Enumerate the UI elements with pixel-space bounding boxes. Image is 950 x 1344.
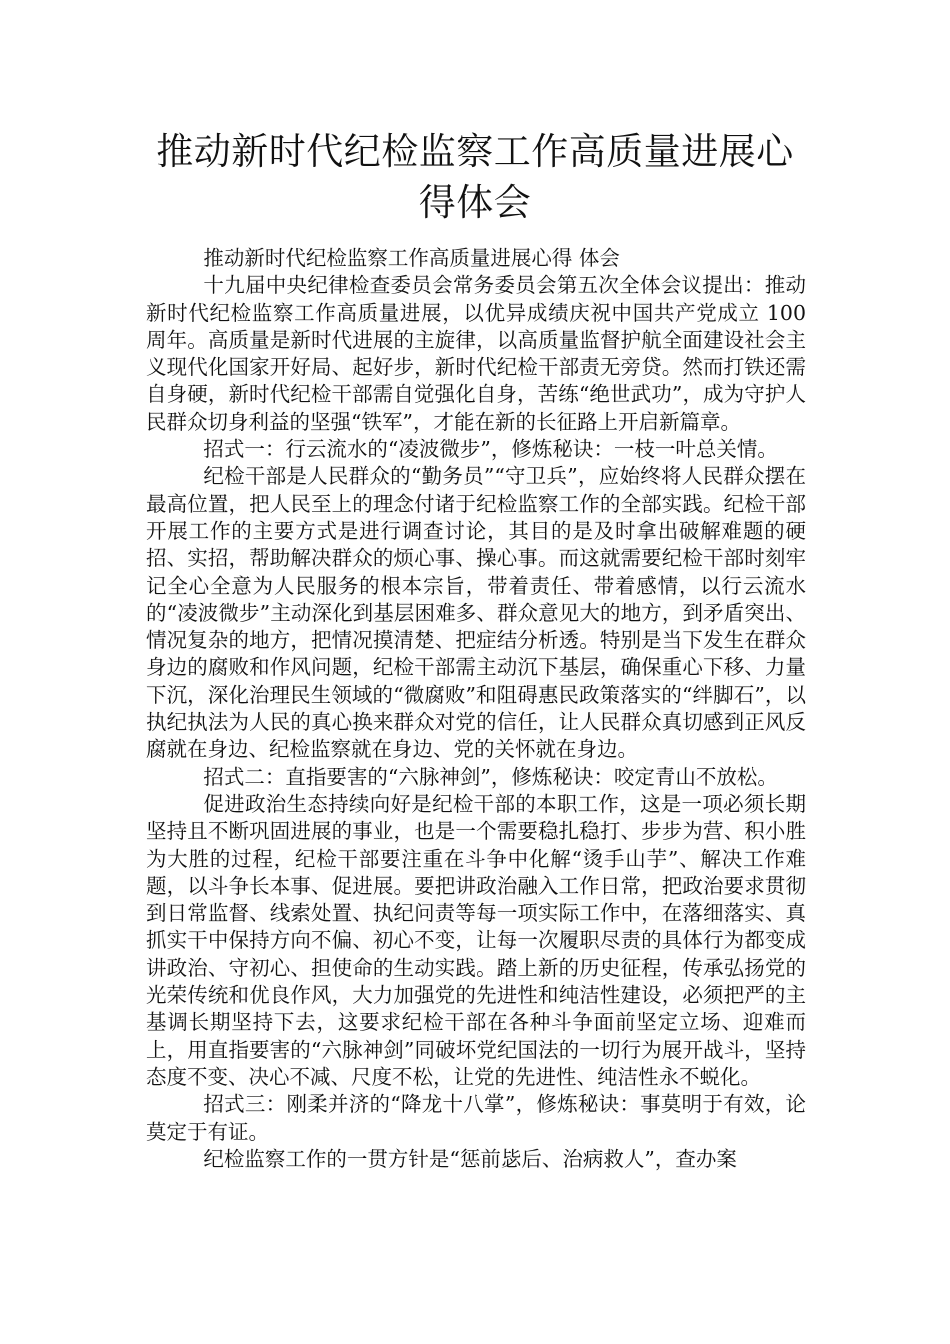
body-paragraph: 纪检监察工作的一贯方针是“惩前毖后、治病救人”，查办案: [203, 1146, 737, 1171]
document-title: 推动新时代纪检监察工作高质量进展心得体会: [156, 130, 794, 224]
section-heading: 招式一：行云流水的“凌波微步”，修炼秘诀：一枝一叶总关情。: [203, 437, 778, 462]
section-heading: 招式二：直指要害的“六脉神剑”，修炼秘诀：咬定青山不放松。: [203, 764, 778, 789]
section-heading: 招式三：刚柔并济的“降龙十八掌”，修炼秘诀：事莫明于有效，论莫定于有证。: [146, 1092, 806, 1144]
document-body: [146, 245, 806, 1173]
body-paragraph: 纪检干部是人民群众的“勤务员”“守卫兵”，应始终将人民群众摆在最高位置，把人民至上的理念付诸于纪检监察工作的全部实践。纪检干部开展工作的主要方式是进行调查讨论，其目的是及时拿出破解难题的硬招、实招，帮助解决群众的烦心事、操心事。而这就需要纪检干部时刻牢记全心全意为人民服务的根本宗旨，带着责任、带着感情，以行云流水的“凌波微步”主动深化到基层困难多、群众意见大的地方，到矛盾突出、情况复杂的地方，把情况摸清楚、把症结分析透。特别是当下发生在群众身边的腐败和作风问题，纪检干部需主动沉下基层，确保重心下移、力量下沉，深化治理民生领域的“微腐败”和阻碍惠民政策落实的“绊脚石”，以执纪执法为人民的真心换来群众对党的信任，让人民群众真切感到正风反腐就在身边、纪检监察就在身边、党的关怀就在身边。: [146, 464, 806, 762]
body-paragraph: 推动新时代纪检监察工作高质量进展心得 体会: [203, 246, 620, 270]
body-paragraph: 十九届中央纪律检查委员会常务委员会第五次全体会议提出：推动新时代纪检监察工作高质量进展，以优异成绩庆祝中国共产党成立 100 周年。高质量是新时代进展的主旋律，以高质量监督护航全面建设社会主义现代化国家开好局、起好步，新时代纪检干部责无旁贷。然而打铁还需自身硬，新时代纪检干部需自觉强化自身，苦练“绝世武功”，成为守护人民群众切身利益的坚强“铁军”，才能在新的长征路上开启新篇章。: [146, 273, 806, 434]
body-paragraph: 促进政治生态持续向好是纪检干部的本职工作，这是一项必须长期坚持且不断巩固进展的事业，也是一个需要稳扎稳打、步步为营、积小胜为大胜的过程，纪检干部要注重在斗争中化解“烫手山芋”、解决工作难题，以斗争长本事、促进展。要把讲政治融入工作日常，把政治要求贯彻到日常监督、线索处置、执纪问责等每一项实际工作中，在落细落实、真抓实干中保持方向不偏、初心不变，让每一次履职尽责的具体行为都变成讲政治、守初心、担使命的生动实践。踏上新的历史征程，传承弘扬党的光荣传统和优良作风，大力加强党的先进性和纯洁性建设，必须把严的主基调长期坚持下去，这要求纪检干部在各种斗争面前坚定立场、迎难而上，用直指要害的“六脉神剑”同破坏党纪国法的一切行为展开战斗，坚持态度不变、决心不减、尺度不松，让党的先进性、纯洁性永不蜕化。: [146, 791, 806, 1089]
